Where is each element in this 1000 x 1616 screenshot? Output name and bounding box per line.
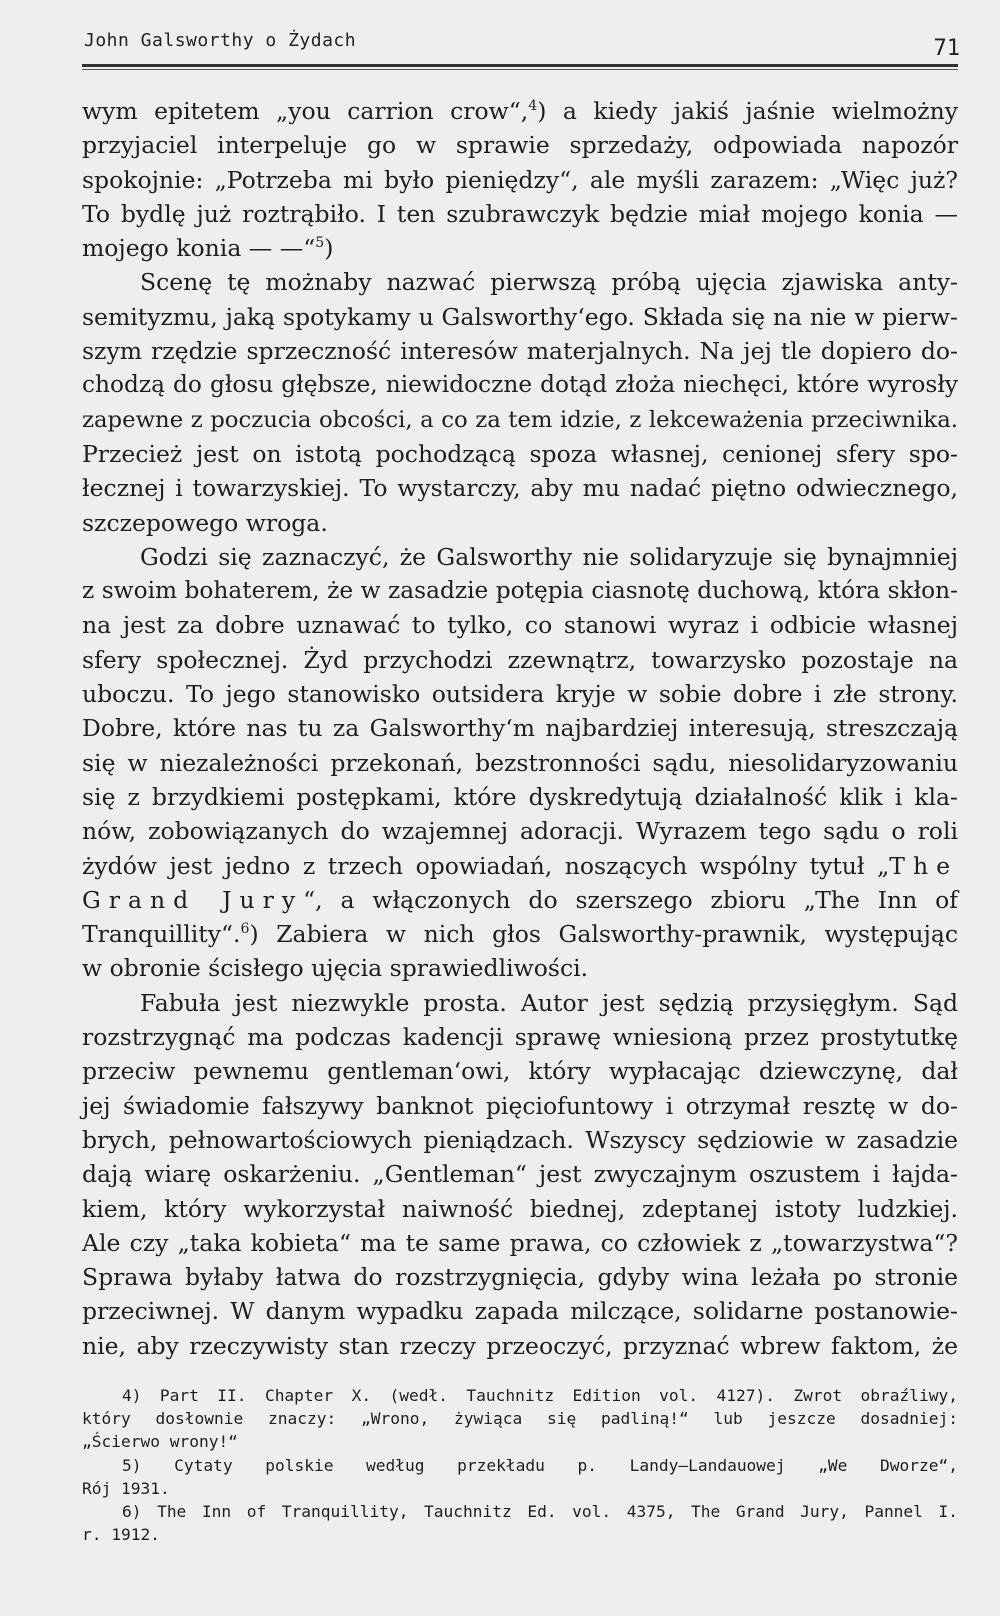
running-title: John Galsworthy o Żydach: [84, 30, 357, 51]
footnote-6: [82, 1500, 958, 1546]
text-line: się z brzydkiemi postępkami, które dyskredytują działalność klik i kla-: [82, 782, 958, 811]
text-line: przeciw pewnemu gentleman‘owi, który wypłacając dziewczynę, dał: [82, 1057, 958, 1086]
text-line: Grand Jury“, a włączonych do szerszego zbioru „The Inn of: [82, 885, 958, 914]
text-line: mojego konia — —“$^5$): [82, 234, 334, 263]
text-line: przyjaciel interpeluje go w sprawie sprzedaży, odpowiada napozór: [82, 131, 958, 160]
text-line: żydów jest jedno z trzech opowiadań, noszących wspólny tytuł „The: [82, 851, 958, 880]
text-line: nów, zobowiązanych do wzajemnej adoracji. Wyrazem tego sądu o roli: [82, 817, 958, 846]
main-text: [82, 94, 958, 1363]
footnote-line: Rój 1931.: [82, 1478, 170, 1498]
footnote-line: który dosłownie znaczy: „Wrono, żywiąca się padliną!“ lub jeszcze dosadniej:: [82, 1409, 958, 1429]
footnote-ref-4: 4: [528, 98, 538, 115]
text-line: sfery społecznej. Żyd przychodzi zzewnątrz, towarzysko pozostaje na: [82, 645, 958, 674]
footnote-line: 6) The Inn of Tranquillity, Tauchnitz Ed. vol. 4375, The Grand Jury, Pannel I.: [122, 1502, 958, 1522]
text-line: dają wiarę oskarżeniu. „Gentleman“ jest zwyczajnym oszustem i łajda-: [82, 1160, 958, 1189]
footnote-ref-6: 6: [240, 921, 250, 938]
text-line: szym rzędzie sprzeczność interesów materjalnych. Na jej tle dopiero do-: [82, 337, 958, 366]
spaced-title: The: [889, 851, 958, 880]
text-line: Przecież jest on istotą pochodzącą spoza własnej, cenionej sfery spo-: [82, 439, 958, 468]
text-line: Ale czy „taka kobieta“ ma te same prawa, co człowiek z „towarzystwa“?: [82, 1228, 958, 1257]
text-line: jej świadomie fałszywy banknot pięciofuntowy i otrzymał resztę w do-: [82, 1091, 958, 1120]
footnote-line: „Ścierwo wrony!“: [82, 1432, 238, 1452]
text-line: na jest za dobre uznawać to tylko, co stanowi wyraz i odbicie własnej: [82, 611, 958, 640]
text-line: To bydlę już roztrąbiło. I ten szubrawczyk będzie miał mojego konia —: [82, 199, 958, 228]
header-rule: [82, 64, 958, 70]
text-line: się w niezależności przekonań, bezstronności sądu, niesolidaryzowaniu: [82, 748, 958, 777]
text-line: Godzi się zaznaczyć, że Galsworthy nie solidaryzuje się bynajmniej: [140, 542, 958, 571]
page-number: 71: [933, 36, 960, 61]
text-line: rozstrzygnąć ma podczas kadencji sprawę wniesioną przez prostytutkę: [82, 1023, 958, 1052]
paragraph-1: [82, 94, 958, 265]
text-line: szczepowego wroga.: [82, 508, 328, 537]
paragraph-3: [82, 540, 958, 986]
text-line: przeciwnej. W danym wypadku zapada milczące, solidarne postanowie-: [82, 1297, 958, 1326]
text-line: łecznej i towarzyskiej. To wystarczy, aby mu nadać piętno odwiecznego,: [82, 474, 958, 503]
footnote-4: [82, 1384, 958, 1454]
text-line: Tranquillity“.$^6$) Zabiera w nich głos Galsworthy-prawnik, występując: [82, 920, 958, 949]
text-line: brych, pełnowartościowych pieniądzach. Wszyscy sędziowie w zasadzie: [82, 1125, 958, 1154]
paragraph-4: [82, 986, 958, 1363]
text-line: w obronie ścisłego ujęcia sprawiedliwości.: [82, 954, 589, 983]
spaced-title: Grand Jury: [82, 885, 304, 914]
footnote-line: 5) Cytaty polskie według przekładu p. Landy—Landauowej „We Dworze“,: [122, 1455, 958, 1475]
footnote-line: 4) Part II. Chapter X. (wedł. Tauchnitz Edition vol. 4127). Zwrot obraźliwy,: [122, 1386, 958, 1405]
text-line: zapewne z poczucia obcości, a co za tem idzie, z lekceważenia przeciwnika.: [82, 406, 958, 433]
footnote-5: [82, 1454, 958, 1500]
text-line: chodzą do głosu głębsze, niewidoczne dotąd złoża niechęci, które wyrosły: [82, 371, 958, 399]
text-line: spokojnie: „Potrzeba mi było pieniędzy“, ale myśli zarazem: „Więc już?: [82, 165, 958, 194]
text-line: semityzmu, jaką spotykamy u Galsworthy‘ego. Składa się na nie w pierw-: [82, 302, 958, 331]
text-line: z swoim bohaterem, że w zasadzie potępia ciasnotę duchową, która skłon-: [82, 577, 958, 605]
text-line: Dobre, które nas tu za Galsworthy‘m najbardziej interesują, streszczają: [82, 714, 958, 743]
text-line: nie, aby rzeczywisty stan rzeczy przeoczyć, przyznać wbrew faktom, że: [82, 1331, 958, 1360]
paragraph-2: [82, 265, 958, 539]
text-line: kiem, który wykorzystał naiwność biednej, zdeptanej istoty ludzkiej.: [82, 1194, 958, 1223]
text-line: Fabuła jest niezwykle prosta. Autor jest sędzią przysięgłym. Sąd: [140, 988, 958, 1017]
text-line: Sprawa byłaby łatwa do rozstrzygnięcia, gdyby wina leżała po stronie: [82, 1263, 958, 1292]
text-line: uboczu. To jego stanowisko outsidera kryje w sobie dobre i złe strony.: [82, 680, 958, 709]
text-line: wym epitetem „you carrion crow“,$^4$) a kiedy jakiś jaśnie wielmożny: [82, 97, 958, 125]
footnote-line: r. 1912.: [82, 1525, 160, 1545]
footnote-ref-5: 5: [315, 235, 325, 252]
text-line: Scenę tę możnaby nazwać pierwszą próbą ujęcia zjawiska anty-: [140, 268, 958, 297]
footnotes: [82, 1384, 958, 1546]
